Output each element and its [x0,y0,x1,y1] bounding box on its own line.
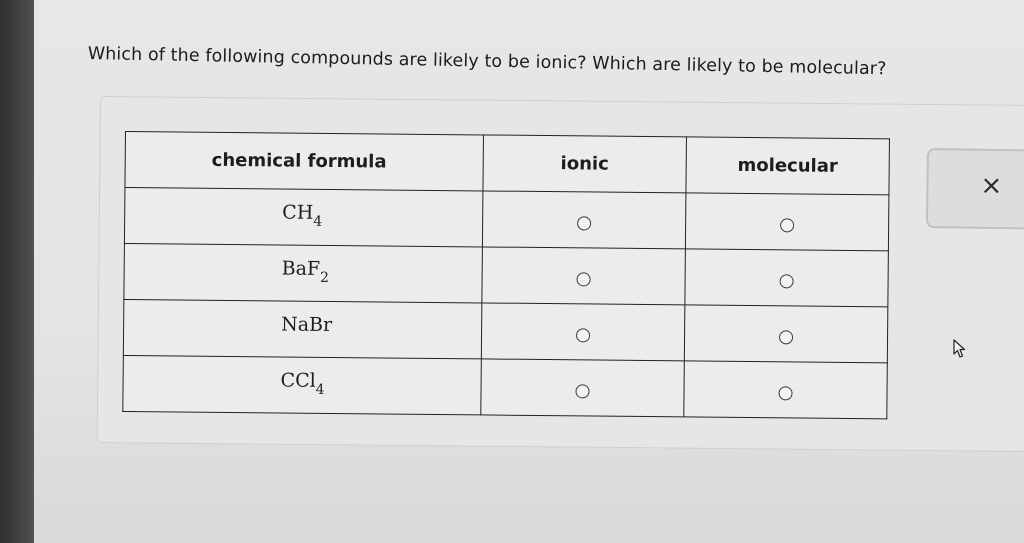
molecular-radio-baf2[interactable] [780,274,794,288]
formula-cell [123,299,482,358]
formula-cell [124,188,483,247]
molecular-radio-ccl4[interactable] [778,386,792,400]
molecular-option-cell [684,361,888,419]
ionic-option-cell [481,303,685,361]
header-molecular: molecular [686,137,890,195]
classification-table-wrap [122,131,890,419]
table-header-row [125,132,890,195]
header-chemical-formula: chemical formula [125,132,484,191]
table-row [123,355,888,418]
ionic-radio-nabr[interactable] [576,328,590,342]
ionic-option-cell [482,191,686,249]
table-row [124,188,889,251]
formula-subscript: 4 [315,381,325,398]
ionic-radio-ch4[interactable] [577,216,591,230]
ionic-option-cell [481,359,685,417]
molecular-radio-ch4[interactable] [780,218,794,232]
formula-cell [124,243,483,302]
formula-base: CCl [280,369,316,392]
ionic-radio-baf2[interactable] [577,272,591,286]
formula-cell [123,355,482,414]
table-row [123,299,888,362]
header-ionic: ionic [483,135,687,193]
ionic-option-cell [482,247,686,305]
formula-subscript: 2 [320,269,330,286]
molecular-option-cell [685,249,889,307]
close-icon: × [980,170,1003,202]
clear-answers-button[interactable] [926,148,1024,230]
formula-base: BaF [281,257,321,280]
formula-base: CH [282,201,314,224]
molecular-radio-nabr[interactable] [779,330,793,344]
classification-table [122,131,890,419]
question-text: Which of the following compounds are likely to be ionic? Which are likely to be molecular? [87,44,887,80]
table-row [124,243,889,306]
formula-subscript: 4 [313,213,323,230]
ionic-radio-ccl4[interactable] [575,384,589,398]
mouse-pointer-icon [952,339,966,359]
formula-base: NaBr [281,313,333,336]
molecular-option-cell [685,193,889,251]
molecular-option-cell [684,305,888,363]
